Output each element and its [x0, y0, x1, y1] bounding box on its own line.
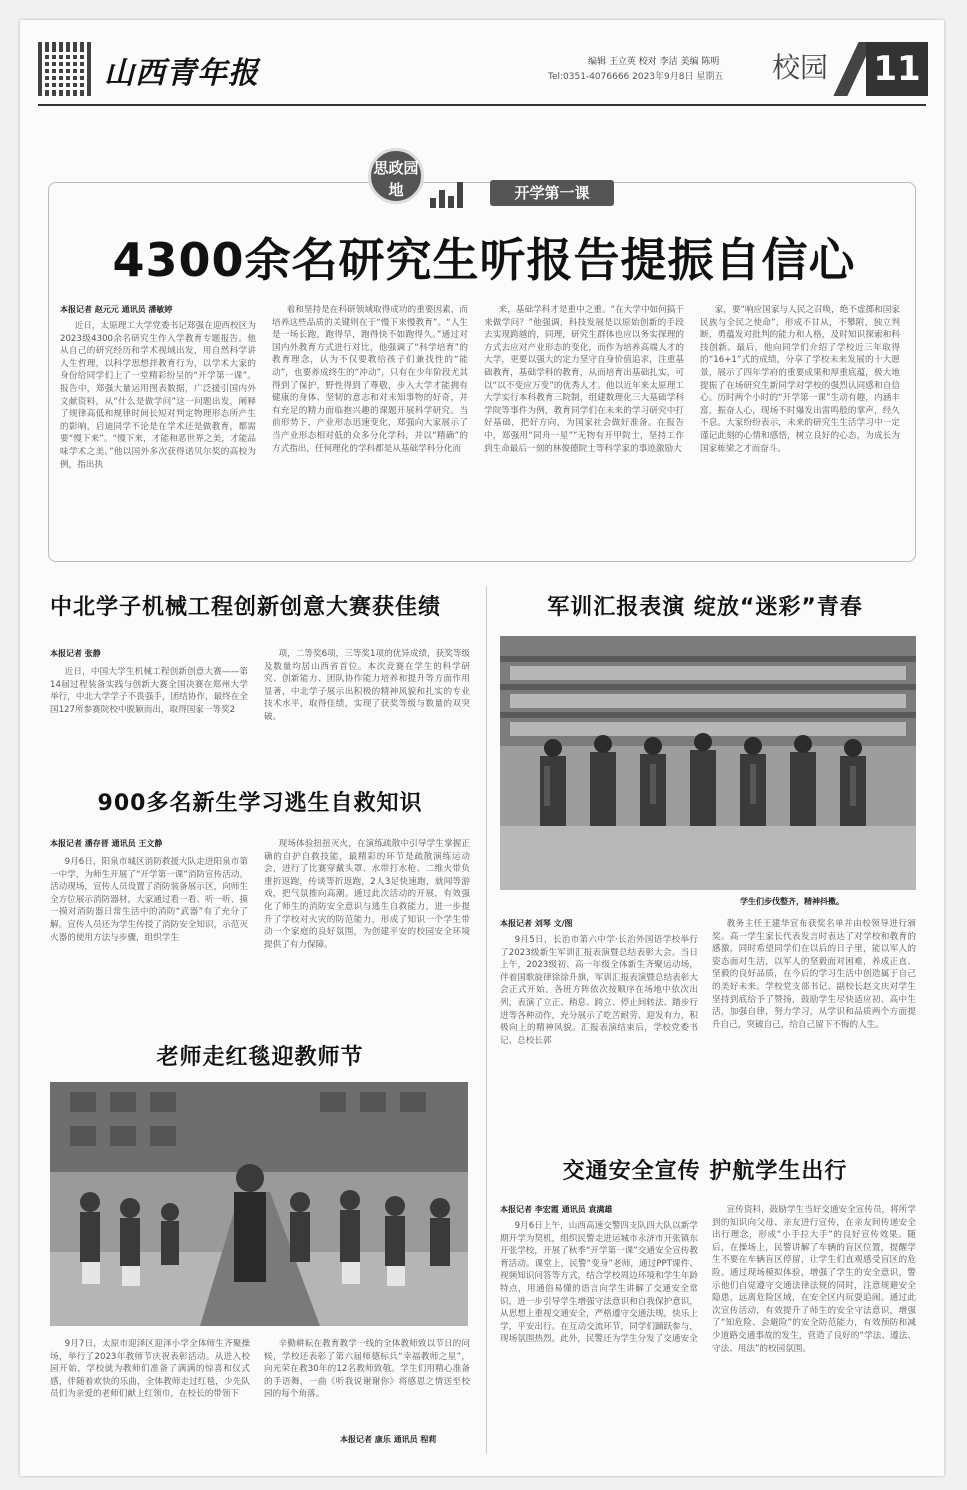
teachers-day-column-1: 9月7日，太原市迎泽区迎泽小学全体师生齐聚操场，举行了2023年教师节庆祝表彰活动。从进入校园开始，学校就为教师们准备了满满的惊喜和仪式感，伴随着欢快的乐曲，全体教师走过红毯，少先队员们为亲爱的老师们献上红领巾，在校长的带领下 [50, 1339, 250, 1400]
lead-column-2: 着和坚持是在科研领域取得成功的重要因素，而培养这些品质的关键则在于“慢下来慢教育”。“人生是一场长跑，跑得早，跑得快不如跑得久。”通过对国内外教育方式进行对比，他强调了“科学培育”的教育理念，认为不仅要教给孩子们兼找性的“能动”，也要养成终生的“冲动”，只有在少年阶段尤其得到了保护，野性得到了尊敬，步入大学才能拥有健康的身体、坚韧的意志和对未知事物的好奇，并有充足的精力面临抱兴趣的课题开展科学研究。当前形势下，产业形态迅速变化，郑强向大家展示了当产业形态相对低的众多分化学科，并以“精确”的方式指出，任何理化的学科都是从基础学科分化而 [272, 305, 468, 454]
fire-safety-byline: 本报记者 潘存晋 通讯员 王文静 [50, 839, 163, 848]
military-photo[interactable] [500, 636, 916, 890]
page-number: 11 [866, 42, 928, 96]
military-byline: 本报记者 刘琴 文/图 [500, 919, 573, 928]
teachers-day-byline: 本报记者 康乐 通讯员 程莉 [340, 1435, 437, 1444]
military-column-1: 9月5日，长治市第六中学·长治外国语学校举行了2023级新生军训汇报表演暨总结表彰大会。当日上午，2023级初、高一年级全体新生齐聚运动场，伴着国歌旋律徐徐升旗，军训汇报表演暨总结表彰大会正式开始。各班方阵依次按顺序在场地中依次出列，表演了立正、稍息、跨立、停止间转法、踏步行进等各种动作，充分展示了吃苦耐劳、迎发有力，积极向上的精神风貌。汇报表演结束后，学校党委书记、总校长郭 [500, 935, 698, 1046]
newspaper-page [20, 20, 944, 1476]
bar-graphic-icon [430, 180, 468, 208]
teachers-day-photo[interactable] [50, 1082, 468, 1326]
lead-column-1: 近日，太原理工大学党委书记郑强在迎西校区为2023级4300余名研究生作入学教育专题报告。他从自己的研究经历和学术视域出发，用自然科学讲人生哲理，以科学思想拌教育行为，以学术大家的身份给同学们上了一堂精彩纷呈的“开学第一课”。报告中，郑强大量运用图表数据，广泛援引国内外文献资料，从“什么是做学问”这一问题出发，阐释了规律高低和规律时间长短对判定物理形态所产生的影响，启迪同学不论是在学术还是做教育，都需要“慢下来”。“慢下来，才能和恶世界之美，才能品味学术之美。”他以国外多次获得诺贝尔奖的高校为例，指出执 [60, 321, 256, 470]
lead-headline[interactable]: 4300余名研究生听报告提振自信心 [112, 233, 856, 287]
lead-byline: 本报记者 赵元元 通讯员 潘敏婷 [60, 305, 173, 314]
zhongbei-headline[interactable]: 中北学子机械工程创新创意大赛获佳绩 [50, 595, 442, 620]
lead-column-3: 来，基础学科才是重中之重。“在大学中如何搞干来做学问？”他强调，科技发展是以原始创新的手段去实现跨越的，同理，研究生群体也应以务实探理的方式去应对产业形态的变化，而作为培养高端人才的大学，更要以强大的定力坚守自身价值追求，注重基础教育，基础学科的教育，从而培育出基础扎实，可以“以不变应万变”的优秀人才。他以近年来太原理工大学实行本科教育三院制，组建数理化三大基础学科学院等事件为例，教育同学们在未来的学习研究中打好基础，把好方向，为国家社会做好准备。在报告中，郑强用“同舟一星”“无物有开甲院士，坚持工作到生命最后一刻的林俊德院士等科学家的事迹激励大 [484, 305, 684, 454]
zhongbei-column-1: 近日，中国大学生机械工程创新创意大赛——第14届过程装备实践与创新大赛全国决赛在郑州大学举行，中北大学学子不畏强手，团结协作，最终在全国127所参赛院校中脱颖而出，取得国家一等奖2 [50, 667, 248, 715]
military-photo-caption: 学生们步伐整齐，精神抖擞。 [740, 897, 844, 906]
section-badge: 思政园地 [368, 148, 424, 204]
editor-credits: 编辑 王立英 校对 李洁 美编 陈明 [588, 57, 720, 67]
teachers-day-headline[interactable]: 老师走红毯迎教师节 [156, 1045, 364, 1070]
column-divider [486, 586, 487, 1454]
fire-safety-column-2: 现场体验扭扭灭火，在演练疏散中引导学生掌握正确的自护自救技能，最精彩的环节是疏散演练运动会，进行了比赛穿戴头罩、水带打水枪、二维火带负重折返跑，传谈等折返跑，2人3足快速跑，就闻等游戏，把气氛推向高潮。通过此次活动的开展，有效强化了师生的消防安全意识与逃生自救能力，进一步提升了学校对火灾的防范能力，形成了知识一个学生带动一个家庭的良好氛围，为创建平安的校园安全环境提供了有力保障。 [264, 839, 470, 950]
zhongbei-column-2: 项，二等奖6项，三等奖1项的优异成绩，获奖等级及数量均居山西省首位。本次竞赛在学生的科学研究、创新能力、团队协作能力培养和提升等方面作用显著，中北学子展示出积极的精神风貌和扎实的专业技术水平，取得佳绩，实现了获奖等级与数量的双突破。 [264, 649, 470, 722]
section-label: 校园 [772, 51, 829, 84]
traffic-column-2: 宣传资料，鼓励学生当好交通安全宣传员，将所学到的知识向父母、亲友进行宣传，在亲友间传递安全出行理念，形成“小手拉大手”的良好宣传效果。随后，在操场上，民警讲解了车辆的盲区位置，提醒学生不要在车辆盲区停留，让学生们直观感受盲区的危险。通过现场模拟体验，增强了学生的安全意识，警示他们自觉遵守交通法律法规的同时，注意规避安全隐患，远离危险区域，在安全区内玩耍追闹。通过此次宣传活动，有效提升了师生的安全守法意识，增强了“知危险、会避险”的安全防范能力，有效预防和减少道路交通事故的发生，营造了良好的“学法、遵法、守法、用法”的校园氛围。 [712, 1205, 916, 1354]
qr-code[interactable] [38, 42, 92, 96]
traffic-column-1: 9月6日上午，山西高速交警四支队四大队以新学期开学为契机，组织民警走进运城市永济市开张镇东开张学校，开展了秋季“开学第一课”交通安全宣传教育活动。课堂上，民警“变身”老师，通过PPT课件、视频知识问答等方式，结合学校周边环境和学生年龄特点，用通俗易懂的语言向学生讲解了交通安全常识，进一步引导学生增强守法意识和自我保护意识，从思想上重视交通安全，严格遵守交通法规，快乐上学，平安出行。在互动交流环节，同学们踊跃参与，现场氛围热烈。此外，民警还为学生分发了交通安全 [500, 1221, 698, 1345]
masthead: 山西青年报 [104, 56, 259, 91]
header-rule [38, 104, 926, 106]
contact-date: Tel:0351-4076666 2023年9月8日 星期五 [548, 72, 724, 82]
zhongbei-byline: 本报记者 张静 [50, 649, 101, 658]
teachers-day-column-2: 辛勤耕耘在教育教学一线的全体教师致以节日的问候，学校还表彰了第六届师德标兵“幸福教师之星”，向光荣在教30年的12名教师致敬。学生们用精心准备的手语舞，一曲《听我说谢谢你》将感恩之情送至校园的每个角落。 [264, 1339, 470, 1400]
lead-column-4: 家，要“响应国家与人民之召唤，绝不虚掷和国家民族与全民之使命”，形成不甘从，不攀附，独立判断，勇蕴发对批判的能力和人格，及时知识探索和科技创新。最后，他向同学们介绍了学校近三年取得的“16+1”式的成绩，分享了学校未来发展的十大愿景，展示了四年学府的重要成果和厚重底蕴，极大地提振了在场研究生新同学对学校的强烈认同感和自信心。历时两个小时的“开学第一课”生动有趣，内涵丰富，振奋人心，现场不时爆发出雷鸣般的掌声，经久不息。大家纷纷表示，未来的研究生生活学习中一定谨记此刻的心情和感悟，树立良好的心态，为成长为国家栋梁之才而奋斗。 [700, 305, 900, 454]
military-headline[interactable]: 军训汇报表演 绽放“迷彩”青春 [547, 595, 863, 620]
fire-safety-column-1: 9月6日，阳泉市城区消防救援大队走进阳泉市第一中学，为师生开展了“开学第一课”消防宣传活动。活动现场，宣传人员设置了消防装备展示区，向师生全方位展示消防器材，大家通过看一看、听一听、摸一摸对消防器日常生活中的消防“武器”有了充分了解。宣传人员还为学生传授了消防安全知识，示范灭火器的使用方法与步骤，组织学生 [50, 857, 248, 943]
military-column-2: 教务主任王建华宣布获奖名单并由校领导进行颁奖。高一学生家长代表发言时表达了对学校和教育的感激，同时希望同学们在以后的日子里，能以军人的姿态面对生活，以军人的坚毅面对困难，养成正直、坚毅的良好品质，在今后的学习生活中创造属于自己的美好未来。学校党支部书记、副校长赵文庆对学生坚持到底给予了赞扬，鼓励学生尽快适应初、高中生活，加强自律，努力学习，从学识和品质两个方面提升自己，突破自己，给自己留下不悔的人生。 [712, 919, 916, 1030]
traffic-headline[interactable]: 交通安全宣传 护航学生出行 [562, 1159, 848, 1184]
lead-kicker: 开学第一课 [490, 180, 614, 206]
traffic-byline: 本报记者 李宏霞 通讯员 袁满雄 [500, 1205, 613, 1214]
fire-safety-headline[interactable]: 900多名新生学习逃生自救知识 [97, 791, 423, 816]
teachers-day-photo-art [50, 1082, 468, 1326]
military-photo-art [500, 636, 916, 890]
